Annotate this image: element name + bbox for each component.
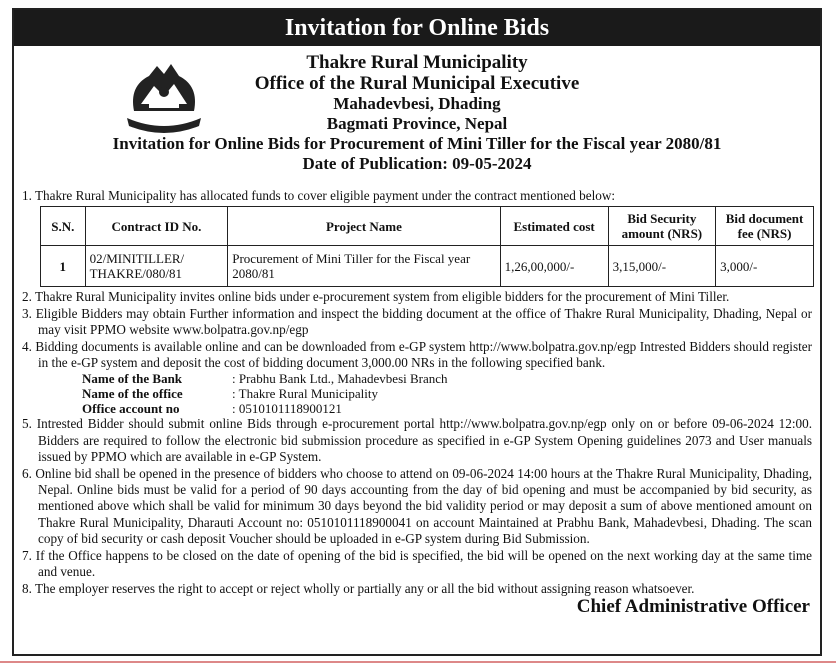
address: Mahadevbesi, Dhading — [333, 94, 501, 113]
notice-body — [14, 188, 820, 615]
notice-header — [14, 46, 820, 188]
table-header-row — [41, 207, 814, 246]
bank-value: : Prabhu Bank Ltd., Mahadevbesi Branch — [232, 371, 448, 387]
col-contract-id: Contract ID No. — [85, 207, 228, 246]
signature-title: Chief Administrative Officer — [576, 595, 810, 617]
cell-bid-security: 3,15,000/- — [608, 246, 715, 287]
paragraph-7: 7. If the Office happens to be closed on the date of opening of the bid is specified, the bid will be opened on the next working day at the same time and venue. — [22, 547, 812, 580]
cell-sn: 1 — [41, 246, 86, 287]
cell-contract-id: 02/MINITILLER/ THAKRE/080/81 — [85, 246, 228, 287]
paragraph-4: 4. Bidding documents is available online and can be downloaded from e-GP system http://www.bolpatra.gov.np/egp Intrested Bidders should register in the e-GP system and deposit the cost of bidding document 3,000.00 NRs in the following specified bank. — [22, 338, 812, 371]
bottom-divider — [0, 661, 836, 663]
bank-details — [82, 371, 812, 416]
paragraph-3: 3. Eligible Bidders may obtain Further information and inspect the bidding document at the office of Thakre Rural Municipality, Dhading, Nepal or may visit PPMO website www.bolpatra.gov.np/egp — [22, 305, 812, 338]
cell-bid-fee: 3,000/- — [716, 246, 814, 287]
bank-label: Name of the Bank — [82, 371, 183, 387]
org-name: Thakre Rural Municipality — [306, 52, 528, 73]
col-estimated-cost: Estimated cost — [500, 207, 608, 246]
office-value: : Thakre Rural Municipality — [232, 386, 378, 402]
notice-banner: Invitation for Online Bids — [14, 10, 820, 46]
paragraph-2: 2. Thakre Rural Municipality invites online bids under e-procurement system from eligible bidders for the procurement of Mini Tiller. — [22, 289, 730, 305]
paragraph-1: 1. Thakre Rural Municipality has allocated funds to cover eligible payment under the contract mentioned below: — [22, 188, 616, 203]
paragraph-6: 6. Online bid shall be opened in the presence of bidders who choose to attend on 09-06-2024 14:00 hours at the Thakre Rural Municipality, Dhading, Nepal. Online bids must be valid for a period of 90 days accounting from the day of bid opening and must be accompanied by bid security, as mentioned above which shall be valid for minimum 30 days beyond the bid validity period or may deposit a sum of above mentioned amount on Thakre Rural Municipality, Dharauti Account no: 0510101118900041 on account Maintained at Prabhu Bank, Mahadevbesi, Dhading. The scan copy of bid security or cash deposit Voucher should be uploaded in e-GP system during Bid Submission. — [22, 465, 812, 547]
contract-table — [40, 206, 814, 287]
table-row — [41, 246, 814, 287]
cell-estimated-cost: 1,26,00,000/- — [500, 246, 608, 287]
cell-project-name: Procurement of Mini Tiller for the Fiscal year 2080/81 — [228, 246, 500, 287]
publication-date: Date of Publication: 09-05-2024 — [302, 154, 532, 173]
col-bid-fee: Bid document fee (NRS) — [716, 207, 814, 246]
account-value: : 0510101118900121 — [232, 401, 342, 417]
notice-subject: Invitation for Online Bids for Procurement of Mini Tiller for the Fiscal year 2080/81 — [112, 134, 722, 153]
paragraph-8: 8. The employer reserves the right to accept or reject wholly or partially any or all the bid without assigning reason whatsoever. — [22, 580, 695, 596]
account-label: Office account no — [82, 401, 180, 417]
paragraph-5: 5. Intrested Bidder should submit online Bids through e-procurement portal http://www.bolpatra.gov.np/egp only on or before 09-06-2024 12:00. Bidders are required to follow the electronic bid submission procedure as specified in e-GP System Opening guidelines 2073 and User manuals issued by PPMO which are available in e-GP System. — [22, 416, 812, 465]
province: Bagmati Province, Nepal — [326, 114, 508, 133]
bid-notice — [12, 8, 822, 656]
col-sn: S.N. — [41, 207, 86, 246]
col-project-name: Project Name — [228, 207, 500, 246]
col-bid-security: Bid Security amount (NRS) — [608, 207, 715, 246]
nepal-emblem-icon — [119, 56, 209, 136]
office-label: Name of the office — [82, 386, 183, 402]
office-name: Office of the Rural Municipal Executive — [254, 73, 580, 94]
